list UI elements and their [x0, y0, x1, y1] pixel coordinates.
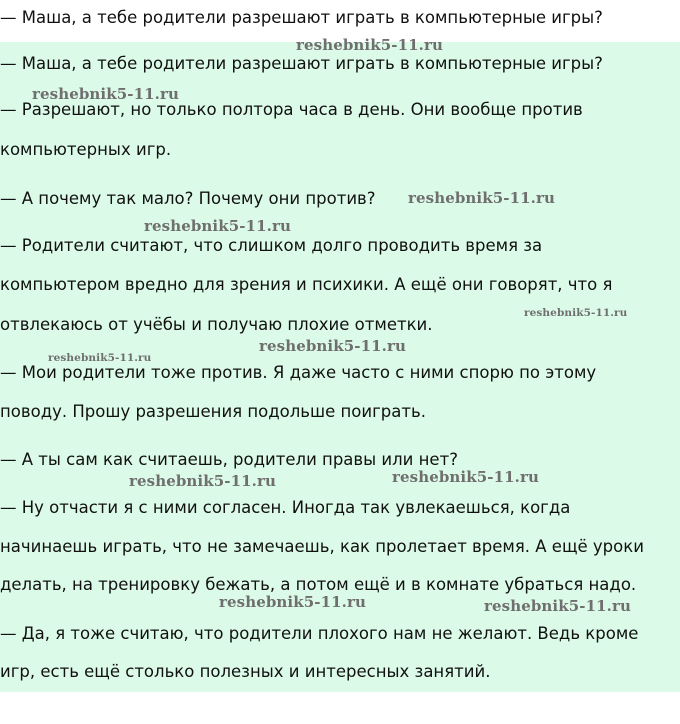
dialogue-line: — Родители считают, что слишком долго проводить время за [0, 236, 543, 255]
dialogue-line: компьютером вредно для зрения и психики. А ещё они говорят, что я [0, 275, 613, 294]
dialogue-line: — Ну отчасти я с ними согласен. Иногда так увлекаешься, когда [0, 498, 571, 517]
watermark: reshebnik5-11.ru [219, 593, 366, 611]
watermark: reshebnik5-11.ru [259, 337, 406, 355]
watermark: reshebnik5-11.ru [48, 352, 152, 364]
watermark: reshebnik5-11.ru [524, 307, 628, 319]
dialogue-line: — А почему так мало? Почему они против? [0, 189, 376, 208]
dialogue-line: делать, на тренировку бежать, а потом ещё и в комнате убраться надо. [0, 575, 637, 594]
dialogue-line: отвлекаюсь от учёбы и получаю плохие отметки. [0, 315, 433, 334]
dialogue-line: — Мои родители тоже против. Я даже часто с ними спорю по этому [0, 363, 597, 382]
top-question-line: — Маша, а тебе родители разрешают играть в компьютерные игры? [0, 8, 603, 27]
dialogue-line: — Да, я тоже считаю, что родители плохого нам не желают. Ведь кроме [0, 624, 639, 643]
dialogue-line: — Маша, а тебе родители разрешают играть в компьютерные игры? [0, 54, 603, 73]
dialogue-line: поводу. Прошу разрешения подольше поиграть. [0, 402, 426, 421]
watermark: reshebnik5-11.ru [129, 472, 276, 490]
dialogue-line: компьютерных игр. [0, 140, 172, 159]
watermark: reshebnik5-11.ru [144, 217, 291, 235]
watermark: reshebnik5-11.ru [296, 36, 443, 54]
dialogue-line: начинаешь играть, что не замечаешь, как пролетает время. А ещё уроки [0, 537, 644, 556]
watermark: reshebnik5-11.ru [392, 468, 539, 486]
watermark: reshebnik5-11.ru [408, 189, 555, 207]
dialogue-line: — А ты сам как считаешь, родители правы или нет? [0, 450, 458, 469]
dialogue-line: — Разрешают, но только полтора часа в день. Они вообще против [0, 100, 583, 119]
dialogue-line: игр, есть ещё столько полезных и интересных занятий. [0, 662, 491, 681]
watermark: reshebnik5-11.ru [32, 85, 179, 103]
watermark: reshebnik5-11.ru [484, 597, 631, 615]
